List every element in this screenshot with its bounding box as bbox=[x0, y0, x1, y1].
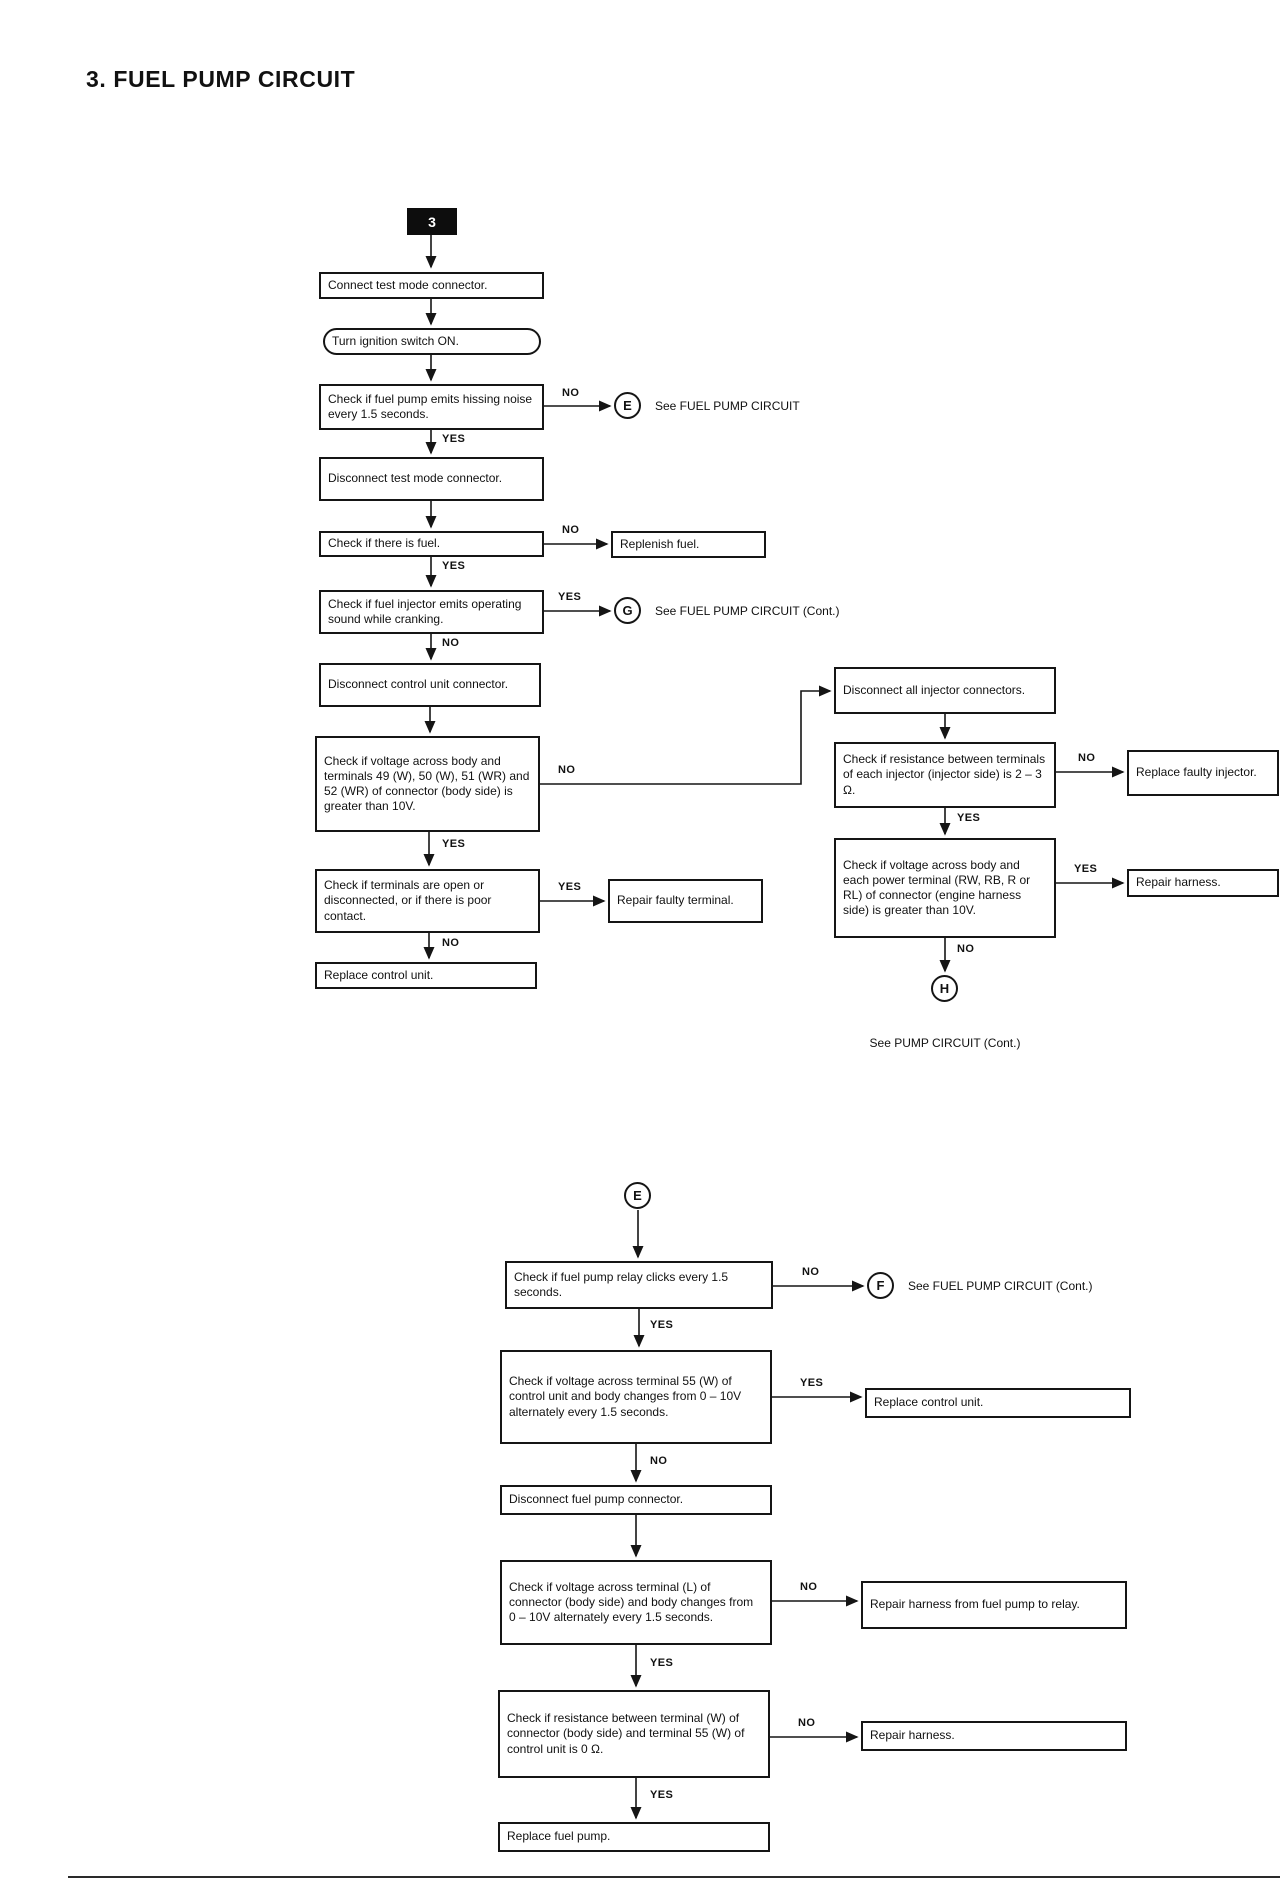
label-yes: YES bbox=[442, 838, 466, 850]
action-replace-faulty-injector: Replace faulty injector. bbox=[1127, 750, 1279, 796]
decision-check-relay-clicks: Check if fuel pump relay clicks every 1.5 seconds. bbox=[505, 1261, 773, 1309]
label-yes: YES bbox=[650, 1319, 674, 1331]
connector-circle-h: H bbox=[931, 975, 958, 1002]
decision-check-resistance-w: Check if resistance between terminal (W) of connector (body side) and terminal 55 (W) of control unit is 0 Ω. bbox=[498, 1690, 770, 1778]
reference-see-pump-circuit-cont: See PUMP CIRCUIT (Cont.) bbox=[869, 1036, 1021, 1050]
label-yes: YES bbox=[558, 881, 582, 893]
action-repair-harness-pump-relay: Repair harness from fuel pump to relay. bbox=[861, 1581, 1127, 1629]
flow-box-disconnect-fuel-pump: Disconnect fuel pump connector. bbox=[500, 1485, 772, 1515]
label-yes: YES bbox=[1074, 863, 1098, 875]
decision-check-fuel: Check if there is fuel. bbox=[319, 531, 544, 557]
reference-see-fuel-pump-circuit-cont-bottom: See FUEL PUMP CIRCUIT (Cont.) bbox=[908, 1279, 1093, 1293]
decision-check-terminals-open: Check if terminals are open or disconnected, or if there is poor contact. bbox=[315, 869, 540, 933]
action-replace-control-unit: Replace control unit. bbox=[315, 962, 537, 989]
reference-see-fuel-pump-circuit-cont: See FUEL PUMP CIRCUIT (Cont.) bbox=[655, 604, 840, 618]
connector-circle-e: E bbox=[614, 392, 641, 419]
page-title: 3. FUEL PUMP CIRCUIT bbox=[86, 66, 356, 92]
label-yes: YES bbox=[800, 1377, 824, 1389]
flow-box-disconnect-control-unit: Disconnect control unit connector. bbox=[319, 663, 541, 707]
flow-box-turn-ignition-on: Turn ignition switch ON. bbox=[323, 328, 541, 355]
connector-circle-g: G bbox=[614, 597, 641, 624]
label-no: NO bbox=[558, 764, 576, 776]
start-node: 3 bbox=[407, 208, 457, 235]
label-yes: YES bbox=[650, 1657, 674, 1669]
connector-circle-e-bottom: E bbox=[624, 1182, 651, 1209]
decision-check-voltage-l: Check if voltage across terminal (L) of connector (body side) and body changes from 0 – 10V alternately every 1.5 seconds. bbox=[500, 1560, 772, 1645]
decision-check-voltage-terminals: Check if voltage across body and terminals 49 (W), 50 (W), 51 (WR) and 52 (WR) of connector (body side) is greater than 10V. bbox=[315, 736, 540, 832]
label-no: NO bbox=[802, 1266, 820, 1278]
flow-box-disconnect-test-mode: Disconnect test mode connector. bbox=[319, 457, 544, 501]
decision-check-injector-resistance: Check if resistance between terminals of each injector (injector side) is 2 – 3 Ω. bbox=[834, 742, 1056, 808]
decision-check-power-voltage: Check if voltage across body and each power terminal (RW, RB, R or RL) of connector (engine harness side) is greater than 10V. bbox=[834, 838, 1056, 938]
action-replace-fuel-pump: Replace fuel pump. bbox=[498, 1822, 770, 1852]
action-replace-control-unit-bottom: Replace control unit. bbox=[865, 1388, 1131, 1418]
label-no: NO bbox=[650, 1455, 668, 1467]
label-no: NO bbox=[562, 524, 580, 536]
decision-check-hissing: Check if fuel pump emits hissing noise every 1.5 seconds. bbox=[319, 384, 544, 430]
action-repair-faulty-terminal: Repair faulty terminal. bbox=[608, 879, 763, 923]
decision-check-voltage-55: Check if voltage across terminal 55 (W) of control unit and body changes from 0 – 10V alternately every 1.5 seconds. bbox=[500, 1350, 772, 1444]
label-yes: YES bbox=[957, 812, 981, 824]
label-no: NO bbox=[800, 1581, 818, 1593]
label-no: NO bbox=[798, 1717, 816, 1729]
flow-box-connect-test-mode: Connect test mode connector. bbox=[319, 272, 544, 299]
label-yes: YES bbox=[558, 591, 582, 603]
reference-see-fuel-pump-circuit: See FUEL PUMP CIRCUIT bbox=[655, 399, 800, 413]
action-repair-harness: Repair harness. bbox=[1127, 869, 1279, 897]
label-no: NO bbox=[562, 387, 580, 399]
connector-circle-f: F bbox=[867, 1272, 894, 1299]
label-yes: YES bbox=[650, 1789, 674, 1801]
flow-box-disconnect-injectors: Disconnect all injector connectors. bbox=[834, 667, 1056, 714]
decision-check-injector-sound: Check if fuel injector emits operating sound while cranking. bbox=[319, 590, 544, 634]
label-yes: YES bbox=[442, 433, 466, 445]
label-yes: YES bbox=[442, 560, 466, 572]
label-no: NO bbox=[1078, 752, 1096, 764]
action-replenish-fuel: Replenish fuel. bbox=[611, 531, 766, 558]
label-no: NO bbox=[442, 937, 460, 949]
bottom-rule bbox=[68, 1876, 1280, 1878]
action-repair-harness-bottom: Repair harness. bbox=[861, 1721, 1127, 1751]
label-no: NO bbox=[957, 943, 975, 955]
label-no: NO bbox=[442, 637, 460, 649]
